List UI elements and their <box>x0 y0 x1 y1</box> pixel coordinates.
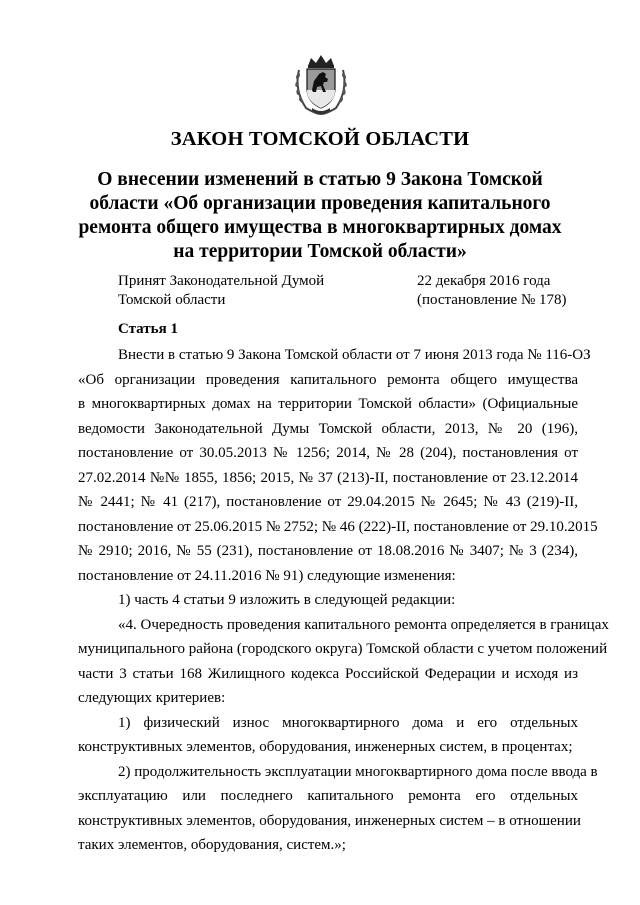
text-line: в многоквартирных домах на территории Томской области» (Официальные <box>78 396 578 412</box>
text-line: № 2910; 2016, № 55 (231), постановление от 18.08.2016 № 3407; № 3 (234), <box>78 543 578 559</box>
text-line: конструктивных элементов, оборудования, инженерных систем – в отношении <box>78 812 581 829</box>
text-line: муниципального района (городского округа) Томской области с учетом положений <box>78 641 608 657</box>
resolution-number: (постановление № 178) <box>417 292 567 308</box>
text-line: постановление от 25.06.2015 № 2752; № 46 (222)-II, постановление от 29.10.2015 <box>78 518 598 535</box>
adoption-date-block <box>417 272 567 310</box>
text-line: Внести в статью 9 Закона Томской области от 7 июня 2013 года № 116-ОЗ <box>118 347 591 363</box>
subtitle-line: области «Об организации проведения капитального <box>89 193 551 214</box>
law-subtitle <box>60 168 580 264</box>
text-line: «Об организации проведения капитального ремонта общего имущества <box>78 371 578 388</box>
tomsk-region-coat-of-arms-icon <box>290 52 352 118</box>
article-heading: Статья 1 <box>118 321 178 337</box>
adopting-body-line: Принят Законодательной Думой <box>118 273 325 289</box>
adopting-body-line: Томской области <box>118 292 226 308</box>
text-line: эксплуатацию или последнего капитального ремонта его отдельных <box>78 788 578 804</box>
subtitle-line: О внесении изменений в статью 9 Закона Томской <box>97 169 543 190</box>
text-line: следующих критериев: <box>78 690 226 706</box>
text-line: «4. Очередность проведения капитального ремонта определяется в границах <box>118 616 609 633</box>
text-line: 2) продолжительность эксплуатации многоквартирного дома после ввода в <box>118 763 598 780</box>
text-line: 27.02.2014 №№ 1855, 1856; 2015, № 37 (213)-II, постановление от 23.12.2014 <box>78 469 578 486</box>
text-line: № 2441; № 41 (217), постановление от 29.04.2015 № 2645; № 43 (219)-II, <box>78 494 578 510</box>
adoption-date: 22 декабря 2016 года <box>417 273 551 289</box>
text-line: постановление от 24.11.2016 № 91) следующие изменения: <box>78 567 456 584</box>
subtitle-line: ремонта общего имущества в многоквартирных домах <box>78 217 562 238</box>
law-title: ЗАКОН ТОМСКОЙ ОБЛАСТИ <box>170 128 470 150</box>
text-line: части 3 статьи 168 Жилищного кодекса Российской Федерации и исходя из <box>78 665 578 682</box>
text-line: 1) физический износ многоквартирного дома и его отдельных <box>118 714 578 731</box>
article-body <box>78 343 609 858</box>
adopting-body <box>118 272 324 310</box>
text-line: 1) часть 4 статьи 9 изложить в следующей редакции: <box>118 592 456 608</box>
text-line: ведомости Законодательной Думы Томской области, 2013, № 20 (196), <box>78 420 578 437</box>
text-line: постановление от 30.05.2013 № 1256; 2014, № 28 (204), постановления от <box>78 445 578 461</box>
subtitle-line: на территории Томской области» <box>173 241 467 262</box>
text-line: конструктивных элементов, оборудования, инженерных систем, в процентах; <box>78 739 573 755</box>
text-line: таких элементов, оборудования, систем.»; <box>78 837 346 853</box>
